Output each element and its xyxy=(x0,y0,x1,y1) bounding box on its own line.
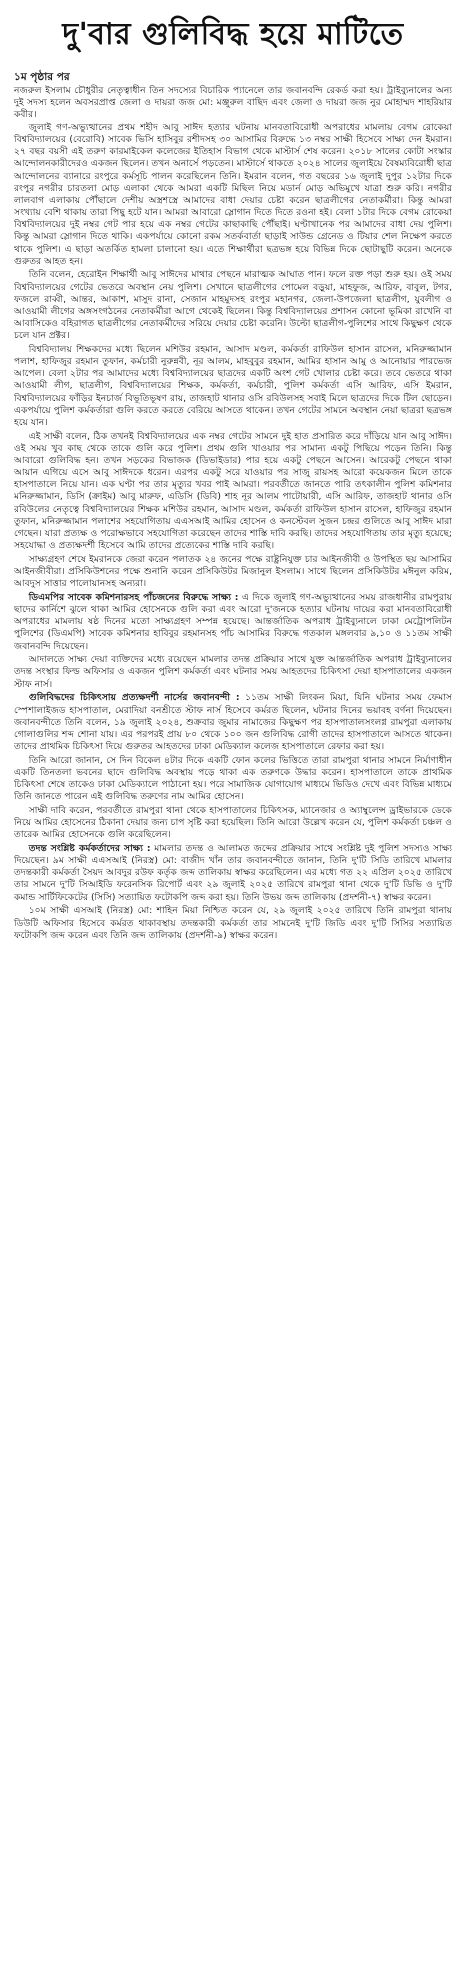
article-paragraph: গুলিবিদ্ধদের চিকিৎসায় প্রত্যক্ষদর্শী নার্সের জবানবন্দী : ১১তম সাক্ষী লিংকন মিয়া, যিনি ঘটনার সময় ফেমাস স্পেশালাইজড হাসপাতাল, মেরাদিয়া বনশ্রীতে স্টাফ নার্স হিসেবে কর্মরত ছিলেন, ঘটনার দিনের ভয়াবহ বর্ণনা দিয়েছেন। জবানবন্দীতে তিনি বলেন, ১৯ জুলাই ২০২৪, শুক্রবার জুমার নামাজের কিছুক্ষণ পর হাসপাতালসংলগ্ন রামপুরা এলাকায় গোলাগুলির শব্দ শোনা যায়। এর পরপরই প্রায় ৮০ থেকে ১০০ জন গুলিবিদ্ধ রোগী তাদের হাসপাতালে আসতে থাকেন। তাদের প্রাথমিক চিকিৎসা দিয়ে গুরুতর আহতদের ঢাকা মেডিক্যাল কলেজ হাসপাতালে রেফার করা হয়। xyxy=(14,692,452,752)
lead-paragraph: নজরুল ইসলাম চৌধুরীর নেতৃত্বাধীন তিন সদস্যের বিচারিক প্যানেলে তার জবানবন্দি রেকর্ড করা হয়। ট্রাইব্যুনালের অন্য দুই সদস্য হলেন অবসরপ্রাপ্ত জেলা ও দায়রা জজ মো: মঞ্জুরুল বাছিদ এবং জেলা ও দায়রা জজ নুর মোহাম্মদ শাহরিয়ার কবীর। xyxy=(14,85,452,121)
article-paragraph: বিশ্ববিদ্যালয় শিক্ষকদের মধ্যে ছিলেন মশিউর রহমান, আসাদ মণ্ডল, কর্মকর্তা রাফিউল হাসান রাসেল, মনিরুজ্জামান পলাশ, হাফিজুর রহমান তুফান, কর্মচারী নুরুন্নবী, নূর আলম, মাহবুবুর রহমান, আমির হাসান আমু ও আনোয়ার পারভেজ আপেল। বেলা ২টার পর আমাদের মধ্যে বিশ্ববিদ্যালয়ের ছাত্রদের একটি অংশ গেট খোলার চেষ্টা করে। তবে ভেতরে থাকা আওয়ামী লীগ, ছাত্রলীগ, বিশ্ববিদ্যালয়ের শিক্ষক, কর্মকর্তা, কর্মচারী, পুলিশ কর্মকর্তা এসি আরিফ, এসি ইমরান, বিশ্ববিদ্যালয়ের ফাঁড়ির ইনচার্জ বিভূতিভূষণ রায়, তাজহাট থানার ওসি রবিউলসহ সবাই মিলে ছাত্রদের দিকে টিল ছোড়েন। একপর্যায়ে পুলিশ কর্মকর্তারা গুলি করতে করতে বেরিয়ে আসতে থাকেন। তখন গেটের সামনে অবস্থান নেয়া ছাত্ররা ছত্রভঙ্গ হয়ে যান। xyxy=(14,344,452,428)
article-paragraph: এই সাক্ষী বলেন, ঠিক তখনই বিশ্ববিদ্যালয়ের এক নম্বর গেটের সামনে দুই হাত প্রসারিত করে দাঁড়িয়ে যান আবু সাঈদ। ওই সময় খুব কাছ থেকে তাকে গুলি করে পুলিশ। প্রথম গুলি খাওয়ার পর সামান্য একটু পিছিয়ে পড়েন তিনি। কিন্তু আবারো গুলিবিদ্ধ হন। তখন সড়কের বিভাজক (ডিভাইডার) পার হয়ে একটু পেছনে আসেন। আরেকটু পেছনে থাকা আয়ান এগিয়ে এসে আবু সাঈদকে ধরেন। এরপর একটু সরে যাওয়ার পর সাজু রায়সহ আরো কয়েকজন মিলে তাকে হাসপাতালে নিয়ে যান। এক ঘণ্টা পর তার মৃত্যুর খবর পাই আমরা। পরবর্তীতে জানতে পারি তৎকালীন পুলিশ কমিশনার মনিরুজ্জামান, ডিসি (ক্রাইম) আবু মারুফ, এডিসি (ডিবি) শাহ নূর আলম পাটোয়ারী, এসি আরিফ, তাজহাট থানার ওসি রবিউলের নেতৃত্বে বিশ্ববিদ্যালয়ের শিক্ষক মশিউর রহমান, আসাদ মণ্ডল, কর্মকর্তা রাফিউল হাসান রাসেল, হাফিজুর রহমান তুফান, মনিরুজ্জামান পলাশের সহযোগিতায় এএসআই আমির হোসেন ও কনস্টেবল সুজন চন্দ্রর গুলিতে আবু সাঈদ মারা গেছেন। যারা প্রত্যক্ষ ও পরোক্ষভাবে সহযোগিতা করেছেন তাদের শাস্তি দাবি করছি। তাদের সহযোগিতায় তার মৃত্যু হয়েছে; সহযোদ্ধা ও প্রত্যক্ষদর্শী হিসেবে আমি তাদের প্রত্যেকের শাস্তি দাবি করছি। xyxy=(14,430,452,552)
article-body xyxy=(14,122,452,1972)
article-paragraph: সাক্ষ্যগ্রহণ শেষে ইমরানকে জেরা করেন পলাতক ২৪ জনের পক্ষে রাষ্ট্রনিযুক্ত চার আইনজীবী ও উপস্থিত ছয় আসামির আইনজীবীরা। প্রসিকিউশনের পক্ষে শুনানি করেন প্রসিকিউটর মিজানুল ইসলাম। সাথে ছিলেন প্রসিকিউটর মঈনুল করিম, আবদুস সাত্তার পালোয়ানসহ অন্যরা। xyxy=(14,553,452,590)
article-paragraph: তিনি আরো জানান, সে দিন বিকেল ৪টার দিকে একটি ফোন কলের ভিত্তিতে তারা রামপুরা থানার সামনে নির্মাণাধীন একটি তিনতলা ভবনের ছাদে গুলিবিদ্ধ অবস্থায় পড়ে থাকা এক তরুণকে উদ্ধার করেন। হাসপাতালে তাকে প্রাথমিক চিকিৎসা শেষে তাকেও ঢাকা মেডিক্যালে পাঠানো হয়। পরে সামাজিক যোগাযোগ মাধ্যমে ভিডিও দেখে এবং বিভিন্ন মাধ্যমে তিনি জানতে পারেন এই গুলিবিদ্ধ তরুণের নাম আমির হোসেন। xyxy=(14,754,452,803)
article-paragraph: ১০ম সাক্ষী এসআই (নিরস্ত্র) মো: শাহিন মিয়া নিশ্চিত করেন যে, ২৯ জুলাই ২০২৫ তারিখে তিনি রামপুরা থানায় ডিউটি অফিসার হিসেবে কর্মরত থাকাবস্থায় তদন্তকারী কর্মকর্তা তার সামনেই দু'টি জিডি এবং দু'টি সিসির সত্যায়িত ফটোকপি জব্দ করেন এবং তিনি জব্দ তালিকায় (প্রদর্শনী-৯) স্বাক্ষর করেন। xyxy=(14,905,452,941)
article-paragraph: তিনি বলেন, হেরোইন শিক্ষার্থী আবু সাঈদের মাথার পেছনে মারাত্মক আঘাত পান। ফলে রক্ত পড়া শুরু হয়। ওই সময় বিশ্ববিদ্যালয়ের গেটের ভেতরে অবস্থান নেয় পুলিশ। সেখানে ছাত্রলীগের পোমেল বড়ুয়া, মাহফুজ, আরিফ, বাবুল, টগর, ফজলে রাব্বী, আন্তর, আকাশ, মাসুদ রানা, সেজান মাহমুদসহ রংপুর মহানগর, জেলা-উপজেলা ছাত্রলীগ, যুবলীগ ও আওয়ামী লীগের অঙ্গসংগঠনের নেতাকর্মীরা আগে থেকেই ছিলেন। কিন্তু বিশ্ববিদ্যালয়ের প্রশাসন কোনো ভূমিকা রাখেনি বা আবাসিকেও বহিরাগত ছাত্রলীগের নেতাকর্মীদের সরিয়ে দেয়ার চেষ্টা করেনি। উল্টো ছাত্রলীগ-পুলিশের সাথে কিছুক্ষণ থেকে চলে যান প্রক্টর। xyxy=(14,269,452,342)
article-paragraph: সাক্ষী দাবি করেন, পরবর্তীতে রামপুরা থানা থেকে হাসপাতালের চিকিৎসক, ম্যানেজার ও অ্যাম্বুলেন্স ড্রাইভারকে ডেকে নিয়ে আমির হোসেনের ঠিকানা দেয়ার জন্য চাপ সৃষ্টি করা হয়েছিল। তিনি আরো উল্লেখ করেন যে, পুলিশ কর্মকর্তা চঞ্চল ও তারেক আমির হোসেনকে গুলি করেছিলেন। xyxy=(14,804,452,841)
headline: দু'বার গুলিবিদ্ধ হয়ে মাটিতে xyxy=(62,17,404,52)
article-paragraph: জুলাই গণ-অভ্যুত্থানের প্রথম শহীদ আবু সাঈদ হত্যার ঘটনায় মানবতাবিরোধী অপরাধের মামলায় বেগম রোকেয়া বিশ্ববিদ্যালয়ের (বেরোবি) সাবেক ভিসি হাসিবুর রশীদসহ ৩০ আসামির বিরুদ্ধে ১৩ নম্বর সাক্ষী হিসেবে সাক্ষ্য দেন ইমরান। ২৭ বছর বয়সী এই তরুণ কারমাইকেল কলেজের ইতিহাস বিভাগ থেকে মাস্টার্স শেষ করেন। ২০১৮ সালের কোটা সংস্কার আন্দোলনকারীদেরও একজন ছিলেন। তখন অনার্সে পড়তেন। মাস্টার্সে থাকতে ২০২৪ সালের জুলাইয়ে বৈষম্যবিরোধী ছাত্র আন্দোলনের ব্যানারে রংপুরে কর্মসূচি পালন করেছিলেন তিনি। ইমরান বলেন, গত বছরের ১৬ জুলাই দুপুর ১২টার দিকে রংপুর নগরীর চারতলা মোড় এলাকা থেকে আমরা একটি মিছিল নিয়ে মডার্ন মোড় অভিমুখে যাত্রা শুরু করি। নগরীর লালবাগ এলাকায় পৌঁছালে দেশীয় অস্ত্রশস্ত্রে আমাদের বাধা দেয়ার চেষ্টা করেন ছাত্রলীগের নেতাকর্মীরা। কিন্তু আমরা সংখ্যায় বেশি থাকায় তারা পিছু হটে যান। আমরা আবারো স্লোগান দিতে দিতে রওনা হই। বেলা ১টার দিকে বেগম রোকেয়া বিশ্ববিদ্যালয়ের দুই নম্বর গেট পার হয়ে এক নম্বর গেটের কাছাকাছি পৌঁছাই। ঘণ্টাখানেক পর আমাদের বাধা দেয় পুলিশ। কিন্তু আমরা স্লোগান দিতে থাকি। একপর্যায়ে কোনো রকম সতর্কবার্তা ছাড়াই সাউন্ড গ্রেনেড ও টিয়ার শেল নিক্ষেপ করতে থাকে পুলিশ। এ ছাড়া অতর্কিত হামলা চালানো হয়। এতে শিক্ষার্থীরা ছত্রভঙ্গ হয়ে বিভিন্ন দিকে ছোটাছুটি করেন। অনেকে গুরুতর আহত হন। xyxy=(14,122,452,267)
article-paragraph: আদালতে সাক্ষ্য দেয়া ব্যক্তিদের মধ্যে রয়েছেন মামলার তদন্ত প্রক্রিয়ার সাথে যুক্ত আন্তর্জাতিক অপরাধ ট্রাইব্যুনালের তদন্ত সংস্থার ফিল্ড অফিসার ও একজন পুলিশ কর্মকর্তা এবং ঘটনার সময় আহতদের চিকিৎসা দেয়া হাসপাতালের একজন স্টাফ নার্স। xyxy=(14,654,452,690)
article-paragraph: তদন্ত সংশ্লিষ্ট কর্মকর্তাদের সাক্ষ্য : মামলার তদন্ত ও আলামত জব্দের প্রক্রিয়ার সাথে সংশ্লিষ্ট দুই পুলিশ সদস্যও সাক্ষ্য দিয়েছেন। ৯ম সাক্ষী এএসআই (নিরস্ত্র) মো: বাজীদ খাঁন তার জবানবন্দীতে জানান, তিনি দু'টি সিডি তারিখে মামলার তদন্তকারী কর্মকর্তা সৈয়দ আবদুর রউফ কর্তৃক জব্দ তালিকায় স্বাক্ষর করেছিলেন। এর মধ্যে গত ২২ এপ্রিল ২০২৫ তারিখে তার সামনে দু'টি সিআইডি ফরেনসিক রিপোর্ট এবং ২৯ জুলাই ২০২৫ তারিখে রামপুরা থানা থেকে দু'টি ডিভি ও দু'টি কমান্ড সার্টিফিকেটের (সিসি) সত্যায়িত ফটোকপি জব্দ করা হয়। তিনি উভয় জব্দ তালিকায় (প্রদর্শনী-৭) স্বাক্ষর করেন। xyxy=(14,843,452,903)
continued-from-label: ১ম পৃষ্ঠার পর xyxy=(14,71,70,83)
article-paragraph: ডিএমপির সাবেক কমিশনারসহ পাঁচজনের বিরুদ্ধে সাক্ষ্য : এ দিকে জুলাই গণ-অভ্যুত্থানের সময় রাজধানীর রামপুরায় ছাদের কার্নিশে ঝুলে থাকা আমির হোসেনকে গুলি করা এবং আরো দু'জনকে হত্যার ঘটনায় দায়ের করা মানবতাবিরোধী অপরাধের মামলায় ষষ্ঠ দিনের মতো সাক্ষ্যগ্রহণ সম্পন্ন হয়েছে। আন্তর্জাতিক অপরাধ ট্রাইব্যুনালে ঢাকা মেট্রোপলিটন পুলিশের (ডিএমপি) সাবেক কমিশনার হাবিবুর রহমানসহ পাঁচ আসামির বিরুদ্ধে গতকাল মঙ্গলবার ৯,১০ ও ১১তম সাক্ষী জবানবন্দি দিয়েছেন। xyxy=(14,591,452,652)
